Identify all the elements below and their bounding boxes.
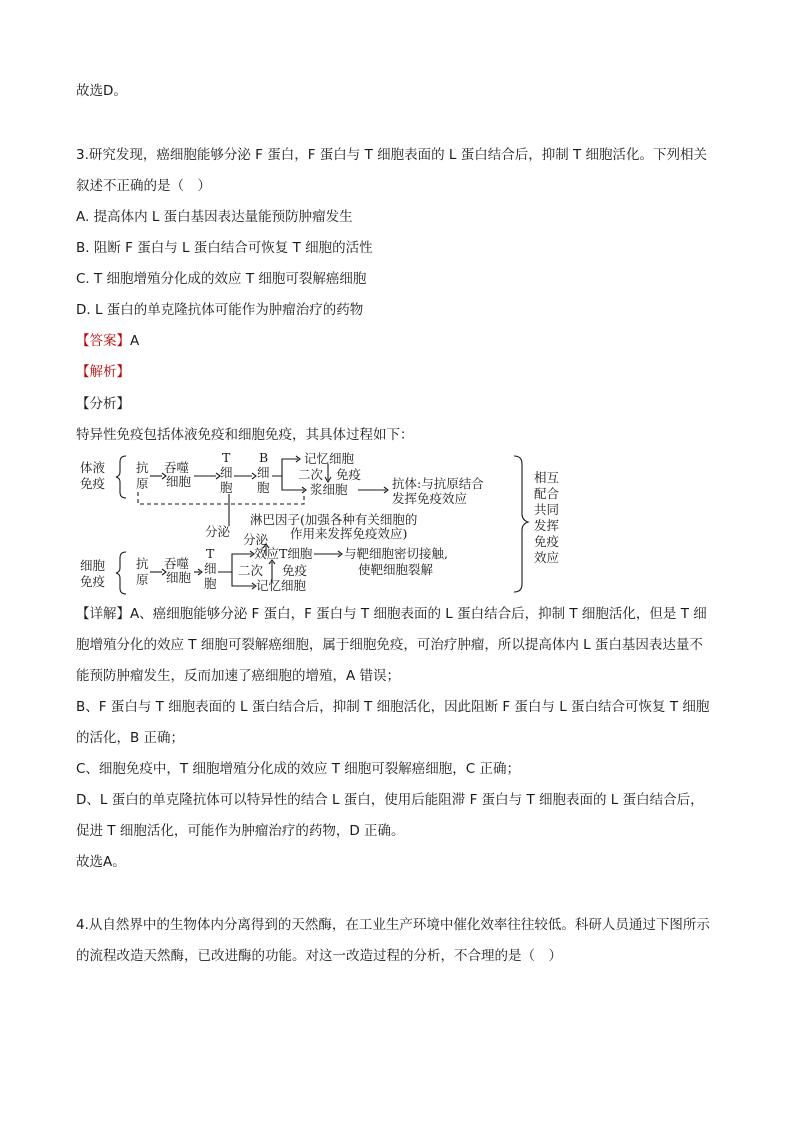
- q3-answer-line: [76, 332, 139, 350]
- xiangjie-d1: D、L 蛋白的单克隆抗体可以特异性的结合 L 蛋白，使用后能阻滞 F 蛋白与 T 细胞表面的 L 蛋白结合后，: [76, 792, 704, 808]
- antibody-2: 发挥免疫效应: [392, 491, 468, 506]
- phago-bottom-1: 吞噬: [164, 556, 190, 571]
- second-top: 二次: [298, 467, 324, 482]
- cooperate-3: 共同: [534, 502, 560, 517]
- cooperate-2: 配合: [534, 486, 560, 501]
- secrete-1: 分泌: [205, 524, 231, 539]
- phago-top-2: 细胞: [166, 474, 192, 489]
- secrete-2: 分泌: [243, 532, 269, 547]
- second-bottom: 二次: [238, 563, 264, 578]
- b-label: B: [259, 452, 269, 465]
- antigen-bottom-1: 抗: [136, 556, 149, 571]
- cooperate-1: 相互: [534, 470, 560, 485]
- answer-value: A: [130, 333, 140, 349]
- cooperate-4: 发挥: [534, 518, 560, 533]
- antigen-top-2: 原: [136, 476, 149, 491]
- memory-cell-bottom: 记忆细胞: [256, 578, 307, 593]
- phago-top-1: 吞噬: [164, 460, 190, 475]
- target-2: 使靶细胞裂解: [358, 562, 434, 577]
- phago-bottom-2: 细胞: [166, 570, 192, 585]
- xiangjie-d2: 促进 T 细胞活化，可能作为肿瘤治疗的药物，D 正确。: [76, 823, 405, 839]
- humoral-label-2: 免疫: [80, 476, 106, 491]
- effector-t-cell: 效应T细胞: [254, 546, 313, 561]
- memory-cell-top: 记忆细胞: [304, 452, 355, 466]
- lymphokine-2: 作用来发挥免疫效应): [290, 526, 408, 541]
- q3-stem-line2: 叙述不正确的是（ ）: [76, 178, 211, 194]
- xiangjie-a3: 能预防肿瘤发生，反而加速了癌细胞的增殖，A 错误；: [76, 668, 401, 684]
- t-cell-top-2: 胞: [220, 480, 233, 495]
- cooperate-5: 免疫: [534, 534, 560, 549]
- t-cell-bottom-2: 胞: [204, 576, 217, 591]
- q3-option-d: D. L 蛋白的单克隆抗体可能作为肿瘤治疗的药物: [76, 302, 364, 318]
- cellular-label-1: 细胞: [80, 558, 106, 573]
- xiangjie-tag: 【详解】: [76, 606, 130, 622]
- antigen-top-1: 抗: [136, 460, 149, 475]
- t-cell-top-1: 细: [220, 465, 233, 480]
- q3-stem-line1: 3.研究发现，癌细胞能够分泌 F 蛋白，F 蛋白与 T 细胞表面的 L 蛋白结合后，抑制 T 细胞活化。下列相关: [76, 147, 708, 163]
- t-top: T: [222, 452, 231, 465]
- immunity-top: 免疫: [336, 467, 362, 482]
- xiangjie-b2: 的活化，B 正确；: [76, 730, 185, 746]
- q3-conclusion: 故选A。: [76, 854, 126, 870]
- xiangjie-a1-text: A、癌细胞能够分泌 F 蛋白，F 蛋白与 T 细胞表面的 L 蛋白结合后，抑制 T 细胞活化，但是 T 细: [130, 606, 707, 622]
- q3-option-a: A. 提高体内 L 蛋白基因表达量能预防肿瘤发生: [76, 209, 353, 225]
- lymphokine-1: 淋巴因子(加强各种有关细胞的: [250, 512, 418, 527]
- fenxi-tag: 【分析】: [76, 396, 130, 412]
- plasma-cell: 浆细胞: [310, 482, 348, 497]
- fenxi-text: 特异性免疫包括体液免疫和细胞免疫，其具体过程如下：: [76, 427, 414, 443]
- xiangjie-c: C、细胞免疫中，T 细胞增殖分化成的效应 T 细胞可裂解癌细胞，C 正确；: [76, 761, 521, 777]
- xiangjie-b1: B、F 蛋白与 T 细胞表面的 L 蛋白结合后，抑制 T 细胞活化，因此阻断 F 蛋白与 L 蛋白结合可恢复 T 细胞: [76, 699, 710, 715]
- answer-tag: 【答案】: [76, 333, 130, 349]
- antibody-1: 抗体:与抗原结合: [392, 476, 484, 491]
- xiangjie-a2: 胞增殖分化的效应 T 细胞可裂解癌细胞，属于细胞免疫，可治疗肿瘤，所以提高体内 L 蛋白基因表达量不: [76, 637, 703, 653]
- q3-option-b: B. 阻断 F 蛋白与 L 蛋白结合可恢复 T 细胞的活性: [76, 240, 373, 256]
- immune-process-diagram: [76, 452, 586, 600]
- jiexi-tag: 【解析】: [76, 364, 130, 380]
- previous-conclusion: 故选D。: [76, 83, 127, 99]
- cellular-label-2: 免疫: [80, 574, 106, 589]
- q3-option-c: C. T 细胞增殖分化成的效应 T 细胞可裂解癌细胞: [76, 271, 367, 287]
- t-bottom: T: [206, 546, 215, 561]
- xiangjie-a1: [76, 605, 707, 623]
- q4-stem-line2: 的流程改造天然酶，已改进酶的功能。对这一改造过程的分析，不合理的是（ ）: [76, 948, 562, 964]
- cooperate-6: 效应: [534, 550, 560, 565]
- b-cell-1: 细: [257, 465, 270, 480]
- q4-stem-line1: 4.从自然界中的生物体内分离得到的天然酶，在工业生产环境中催化效率往往较低。科研人员通过下图所示: [76, 917, 710, 933]
- immunity-bottom: 免疫: [282, 563, 308, 578]
- t-cell-bottom-1: 细: [204, 561, 217, 576]
- target-1: 与靶细胞密切接触,: [344, 546, 448, 561]
- humoral-label-1: 体液: [80, 460, 106, 475]
- antigen-bottom-2: 原: [136, 572, 149, 587]
- b-cell-2: 胞: [257, 480, 270, 495]
